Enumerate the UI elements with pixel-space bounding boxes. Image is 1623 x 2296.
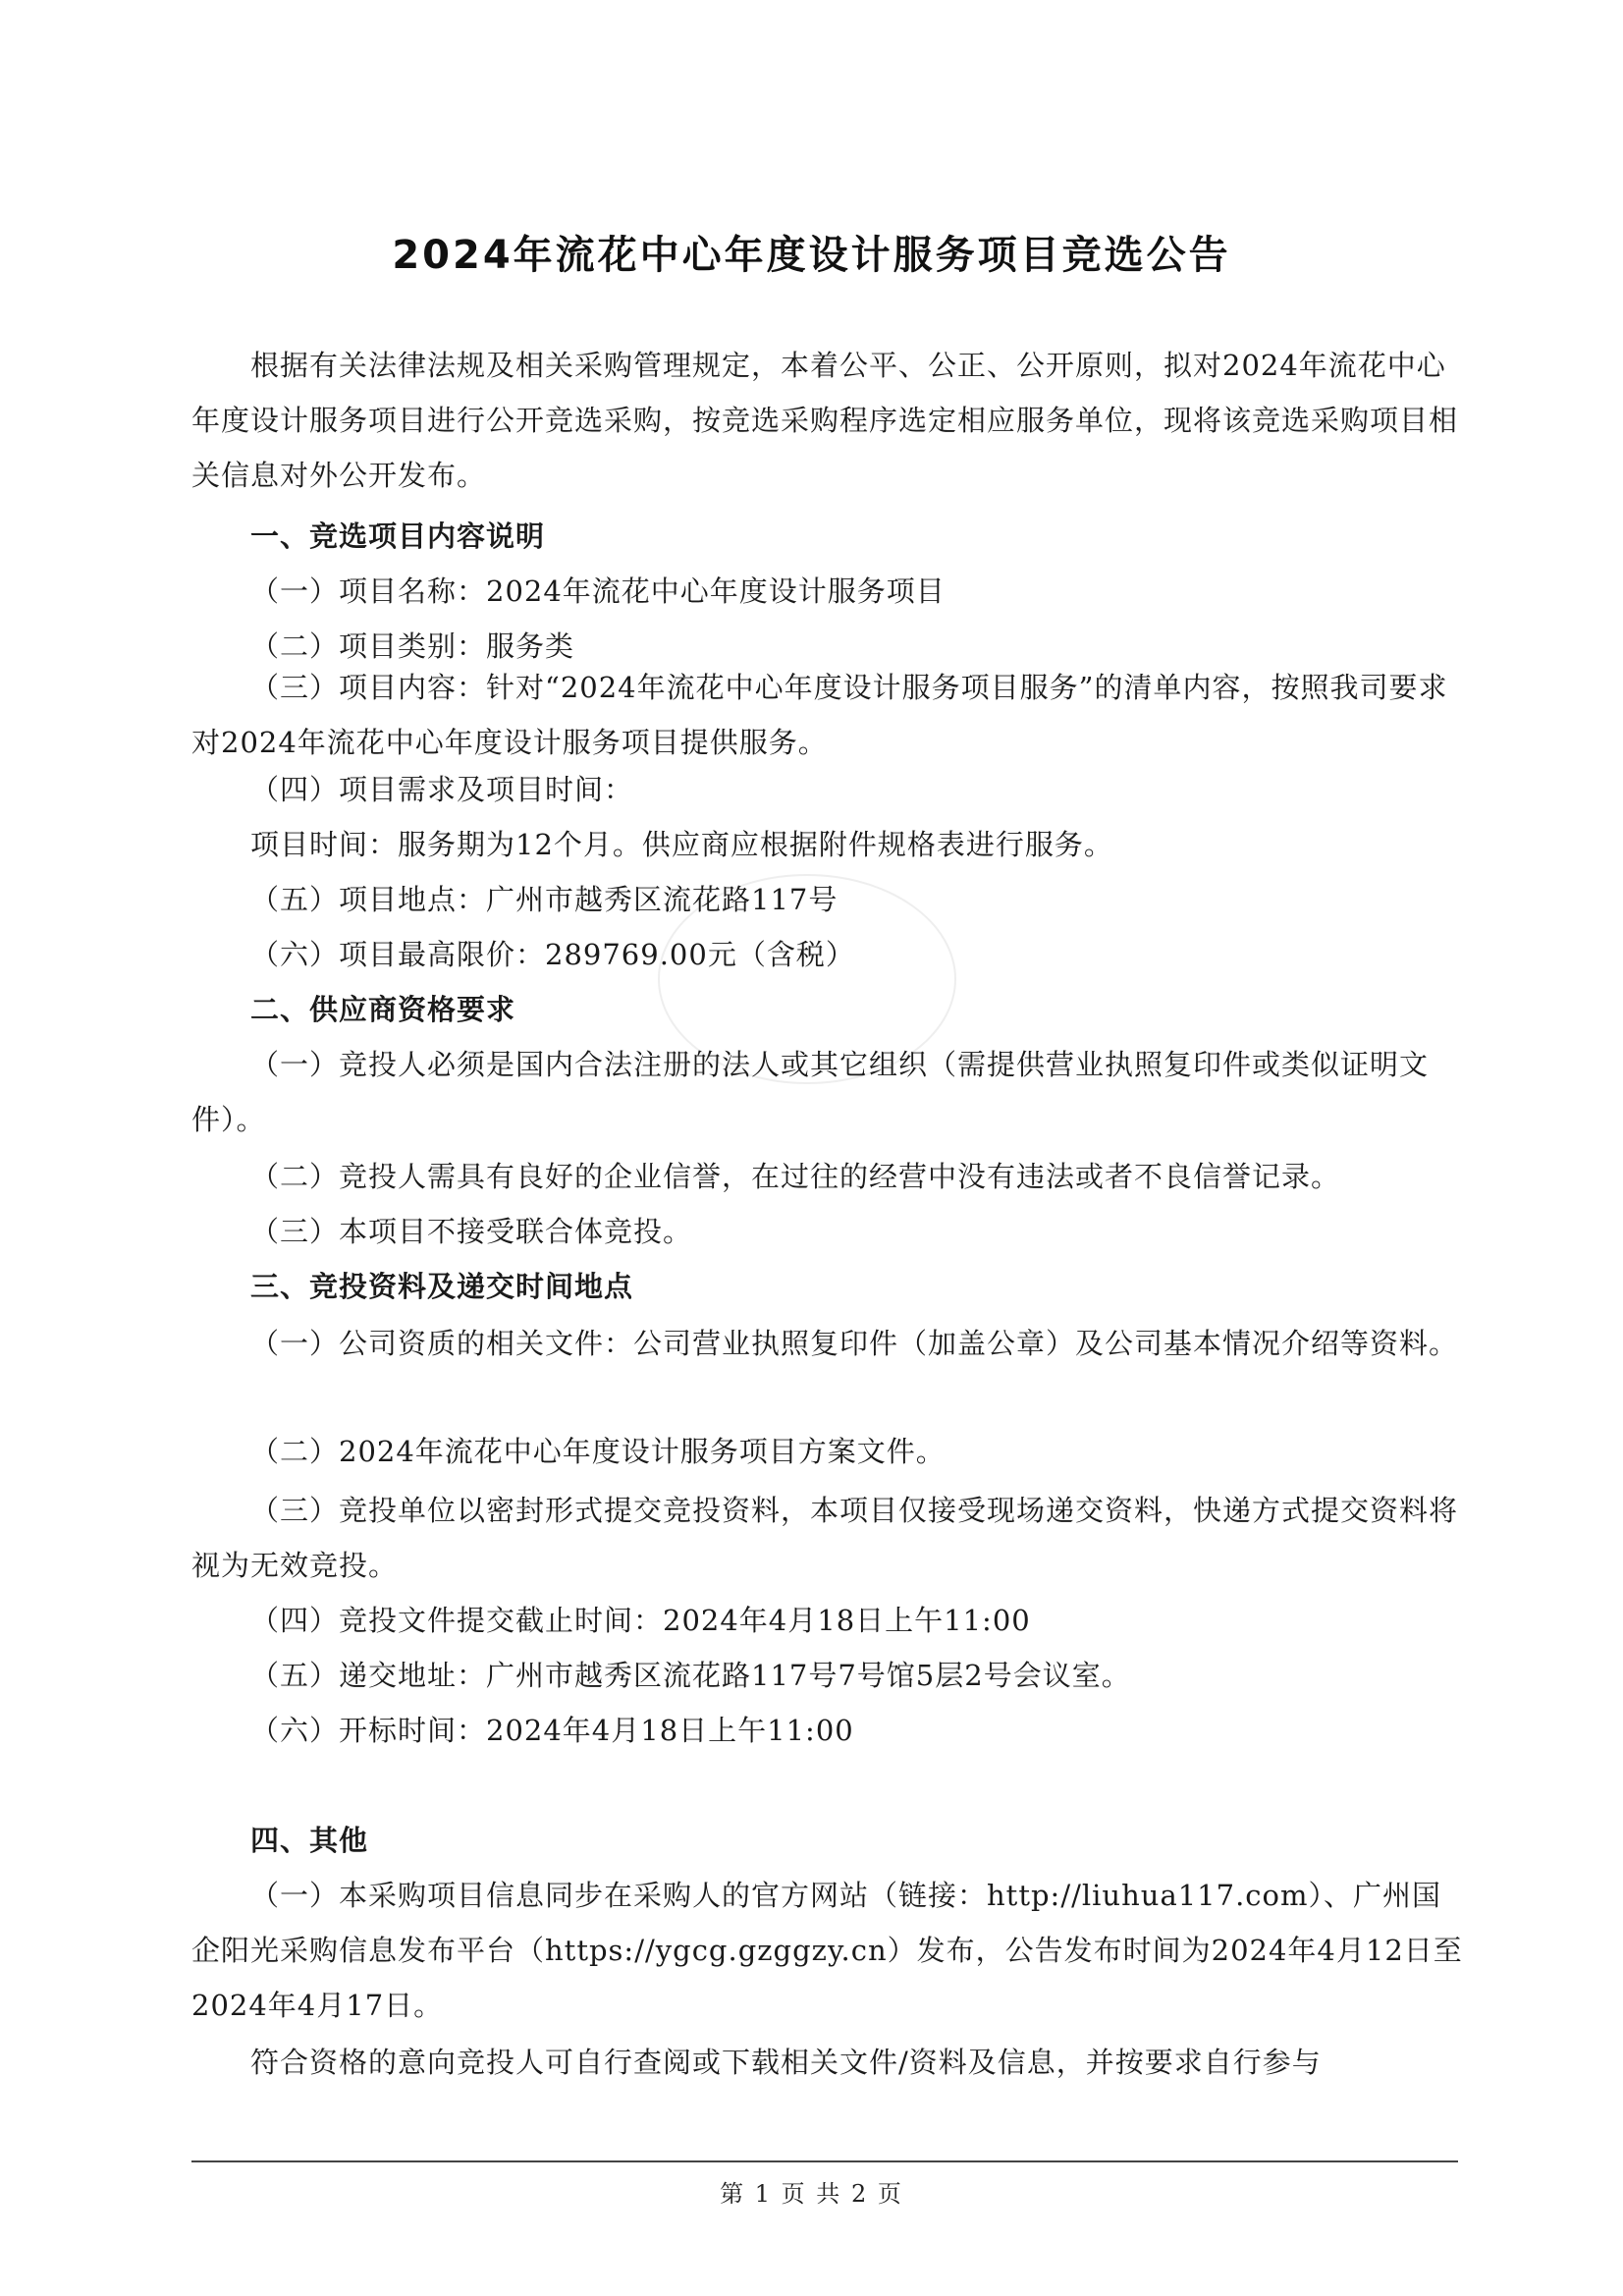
section1-item3: （三）项目内容：针对“2024年流花中心年度设计服务项目服务”的清单内容，按照我司要求对2024年流花中心年度设计服务项目提供服务。 xyxy=(191,671,1448,759)
section1-item5: （五）项目地点：广州市越秀区流花路117号 xyxy=(250,883,839,916)
section1-item1: （一）项目名称：2024年流花中心年度设计服务项目 xyxy=(250,574,946,608)
section2-item2: （二）竞投人需具有良好的企业信誉，在过往的经营中没有违法或者不良信誉记录。 xyxy=(250,1160,1341,1193)
section4-item1: （一）本采购项目信息同步在采购人的官方网站（链接：http://liuhua117.com）、广州国企阳光采购信息发布平台（https://ygcg.gzggzy.cn）发布，公告发布时间为2024年4月12日至2024年4月17日。 xyxy=(191,1879,1463,2022)
section2-heading: 二、供应商资格要求 xyxy=(250,993,516,1026)
section3-item6: （六）开标时间：2024年4月18日上午11:00 xyxy=(250,1714,854,1747)
section4-heading: 四、其他 xyxy=(250,1824,369,1857)
section1-heading: 一、竞选项目内容说明 xyxy=(250,519,546,553)
section3-item3: （三）竞投单位以密封形式提交竞投资料，本项目仅接受现场递交资料，快递方式提交资料将视为无效竞投。 xyxy=(191,1494,1459,1582)
section1-item4: （四）项目需求及项目时间： xyxy=(250,773,634,806)
intro-paragraph: 根据有关法律法规及相关采购管理规定，本着公平、公正、公开原则，拟对2024年流花中心年度设计服务项目进行公开竞选采购，按竞选采购程序选定相应服务单位，现将该竞选采购项目相关信息对外公开发布。 xyxy=(191,349,1459,492)
page-number-footer: 第 1 页 共 2 页 xyxy=(720,2180,903,2208)
page-title: 2024年流花中心年度设计服务项目竞选公告 xyxy=(392,233,1231,278)
section3-item5: （五）递交地址：广州市越秀区流花路117号7号馆5层2号会议室。 xyxy=(250,1659,1131,1692)
section1-item4-detail: 项目时间：服务期为12个月。供应商应根据附件规格表进行服务。 xyxy=(250,828,1113,861)
footer-divider xyxy=(191,2160,1458,2162)
section3-item1: （一）公司资质的相关文件：公司营业执照复印件（加盖公章）及公司基本情况介绍等资料。 xyxy=(250,1327,1459,1360)
section2-item3: （三）本项目不接受联合体竞投。 xyxy=(250,1215,693,1248)
section2-item1: （一）竞投人必须是国内合法注册的法人或其它组织（需提供营业执照复印件或类似证明文件）。 xyxy=(191,1048,1430,1136)
section3-heading: 三、竞投资料及递交时间地点 xyxy=(250,1270,634,1303)
section1-item2: （二）项目类别：服务类 xyxy=(250,629,575,663)
section3-item4: （四）竞投文件提交截止时间：2024年4月18日上午11:00 xyxy=(250,1604,1031,1637)
section3-item2: （二）2024年流花中心年度设计服务项目方案文件。 xyxy=(250,1435,946,1468)
section4-item2: 符合资格的意向竞投人可自行查阅或下载相关文件/资料及信息，并按要求自行参与 xyxy=(250,2046,1322,2079)
section1-item6: （六）项目最高限价：289769.00元（含税） xyxy=(250,938,855,971)
